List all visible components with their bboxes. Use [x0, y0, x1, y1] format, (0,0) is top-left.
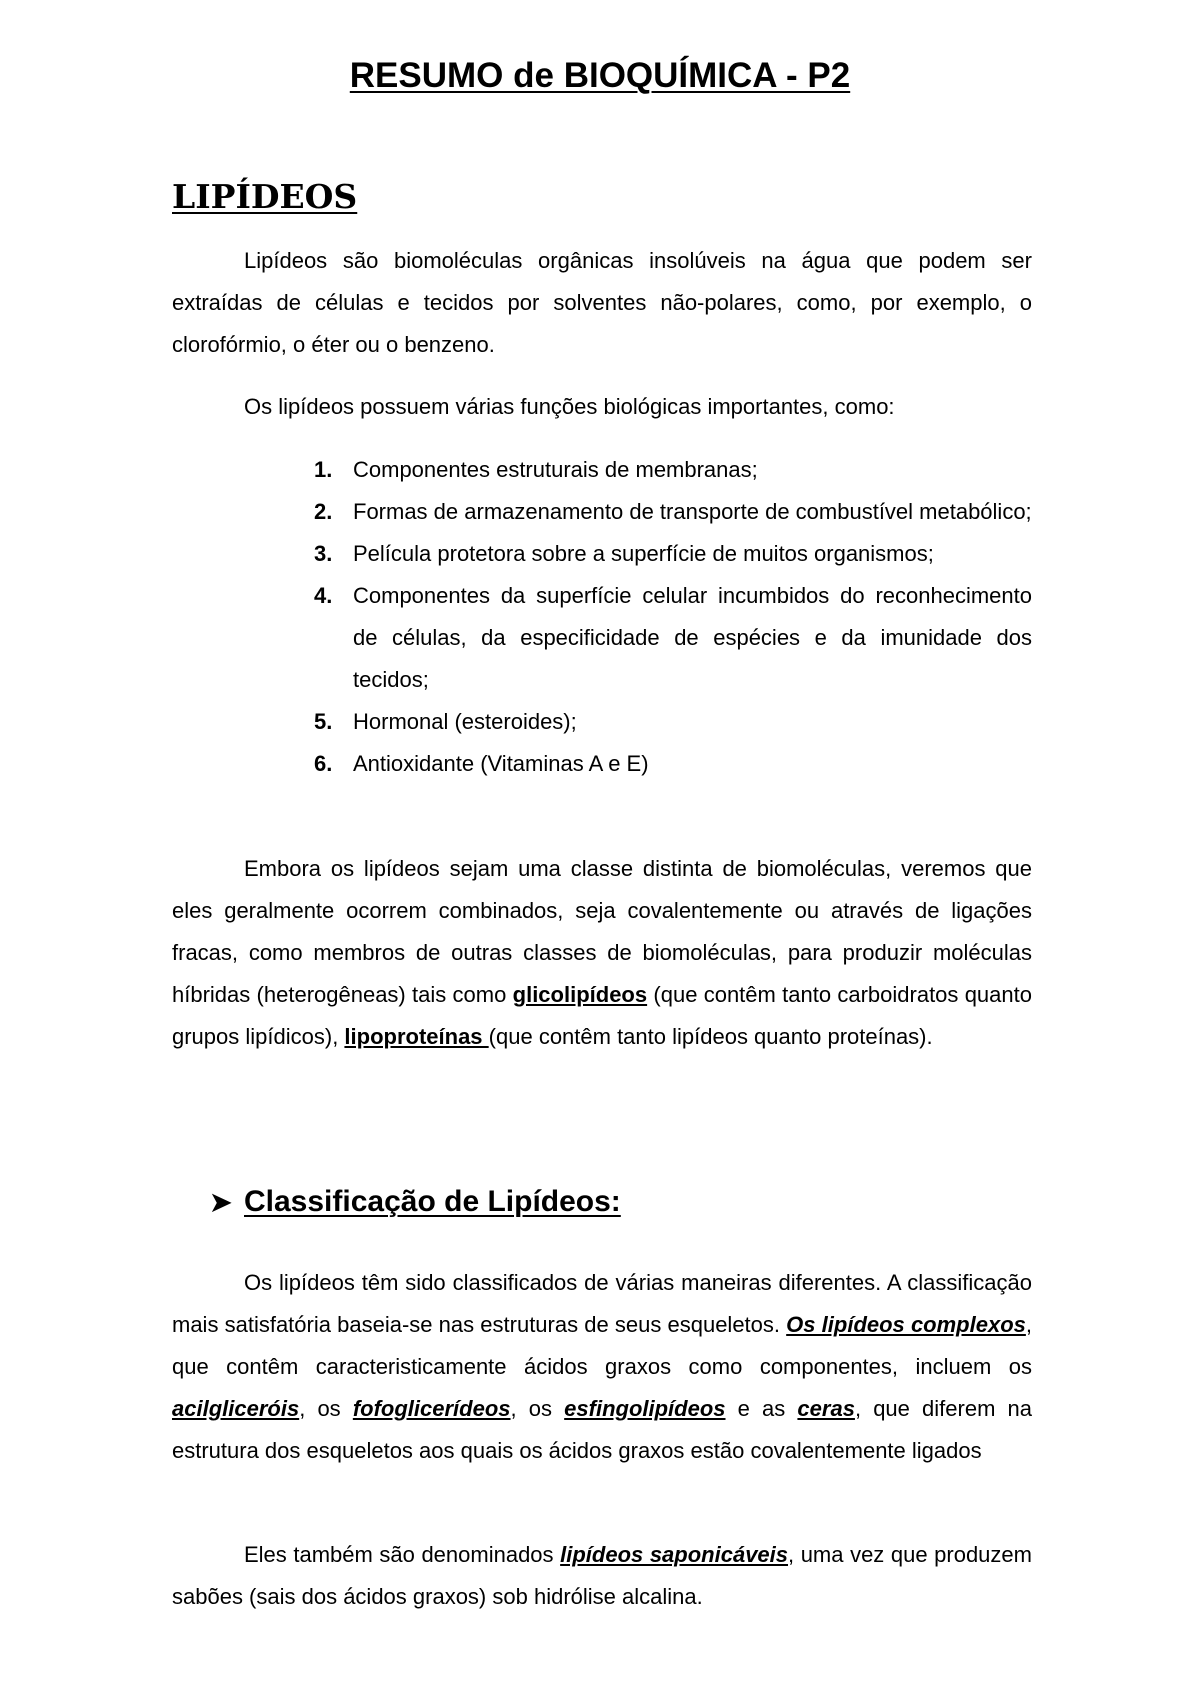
- list-number: 3.: [314, 541, 333, 566]
- functions-list: [172, 449, 1032, 785]
- paragraph-text: , que contêm caracteristicamente ácidos graxos como componentes, incluem os: [172, 1312, 1032, 1379]
- subsection-heading-text: Classificação de Lipídeos:: [244, 1185, 621, 1218]
- list-item: [172, 533, 1032, 575]
- list-item-text: Componentes da superfície celular incumbidos do reconhecimento de células, da especificidade de espécies e da imunidade dos tecidos;: [353, 583, 1032, 692]
- list-item: [172, 701, 1032, 743]
- arrow-bullet-icon: ➤: [210, 1186, 232, 1217]
- list-item: [172, 575, 1032, 701]
- keyword-lipideos-saponicaveis: lipídeos saponicáveis: [560, 1542, 789, 1567]
- list-item-text: Película protetora sobre a superfície de muitos organismos;: [353, 541, 934, 566]
- keyword-lipoproteinas: lipoproteínas: [344, 1024, 489, 1049]
- paragraph-text: Os lipídeos possuem várias funções biológicas importantes, como:: [244, 394, 895, 419]
- paragraph-combined-lipids: [172, 848, 1032, 1058]
- paragraph-saponifiable: [172, 1534, 1032, 1618]
- keyword-lipideos-complexos: Os lipídeos complexos: [786, 1312, 1026, 1337]
- list-item-text: Antioxidante (Vitaminas A e E): [353, 751, 649, 776]
- list-number: 5.: [314, 709, 333, 734]
- paragraph-text: e as: [725, 1396, 798, 1421]
- paragraph-definition: [172, 240, 1032, 366]
- paragraph-text: , os: [510, 1396, 565, 1421]
- list-item-text: Formas de armazenamento de transporte de combustível metabólico;: [353, 499, 1032, 524]
- list-number: 6.: [314, 751, 333, 776]
- list-item: [172, 449, 1032, 491]
- paragraph-text: Lipídeos são biomoléculas orgânicas insolúveis na água que podem ser extraídas de células e tecidos por solventes não-polares, como, por exemplo, o clorofórmio, o éter ou o benzeno.: [172, 248, 1032, 357]
- list-number: 4.: [314, 583, 333, 608]
- document-title: RESUMO de BIOQUÍMICA - P2: [349, 56, 851, 95]
- paragraph-classification: [172, 1262, 1032, 1472]
- keyword-fofogliceridios: fofoglicerídeos: [352, 1396, 511, 1421]
- keyword-acilglicerois: acilgliceróis: [172, 1396, 300, 1421]
- keyword-glicolipideos: glicolipídeos: [512, 982, 648, 1007]
- list-item-text: Hormonal (esteroides);: [353, 709, 577, 734]
- paragraph-text: , uma vez que produzem sabões (sais dos ácidos graxos) sob hidrólise alcalina.: [172, 1542, 1032, 1609]
- keyword-esfingolipideos: esfingolipídeos: [564, 1396, 726, 1421]
- paragraph-functions-intro: [172, 386, 1032, 428]
- subsection-heading: [210, 1185, 621, 1219]
- section-heading: LIPÍDEOS: [172, 177, 358, 216]
- keyword-ceras: ceras: [797, 1396, 855, 1421]
- paragraph-text: (que contêm tanto carboidratos quanto grupos lipídicos),: [172, 982, 1032, 1049]
- list-item-text: Componentes estruturais de membranas;: [353, 457, 758, 482]
- paragraph-text: Eles também são denominados: [244, 1542, 561, 1567]
- list-item: [172, 491, 1032, 533]
- list-item: [172, 743, 1032, 785]
- paragraph-text: Embora os lipídeos sejam uma classe distinta de biomoléculas, veremos que eles geralmente ocorrem combinados, seja covalentemente ou através de ligações fracas, como membros de outras classes de biomoléculas, para produzir moléculas híbridas (heterogêneas) tais como: [172, 856, 1032, 1007]
- list-number: 2.: [314, 499, 333, 524]
- paragraph-text: (que contêm tanto lipídeos quanto proteínas).: [488, 1024, 933, 1049]
- paragraph-text: Os lipídeos têm sido classificados de várias maneiras diferentes. A classificação mais satisfatória baseia-se nas estruturas de seus esqueletos.: [172, 1270, 1032, 1337]
- paragraph-text: , os: [299, 1396, 353, 1421]
- paragraph-text: , que diferem na estrutura dos esqueletos aos quais os ácidos graxos estão covalentemente ligados: [172, 1396, 1033, 1463]
- list-number: 1.: [314, 457, 333, 482]
